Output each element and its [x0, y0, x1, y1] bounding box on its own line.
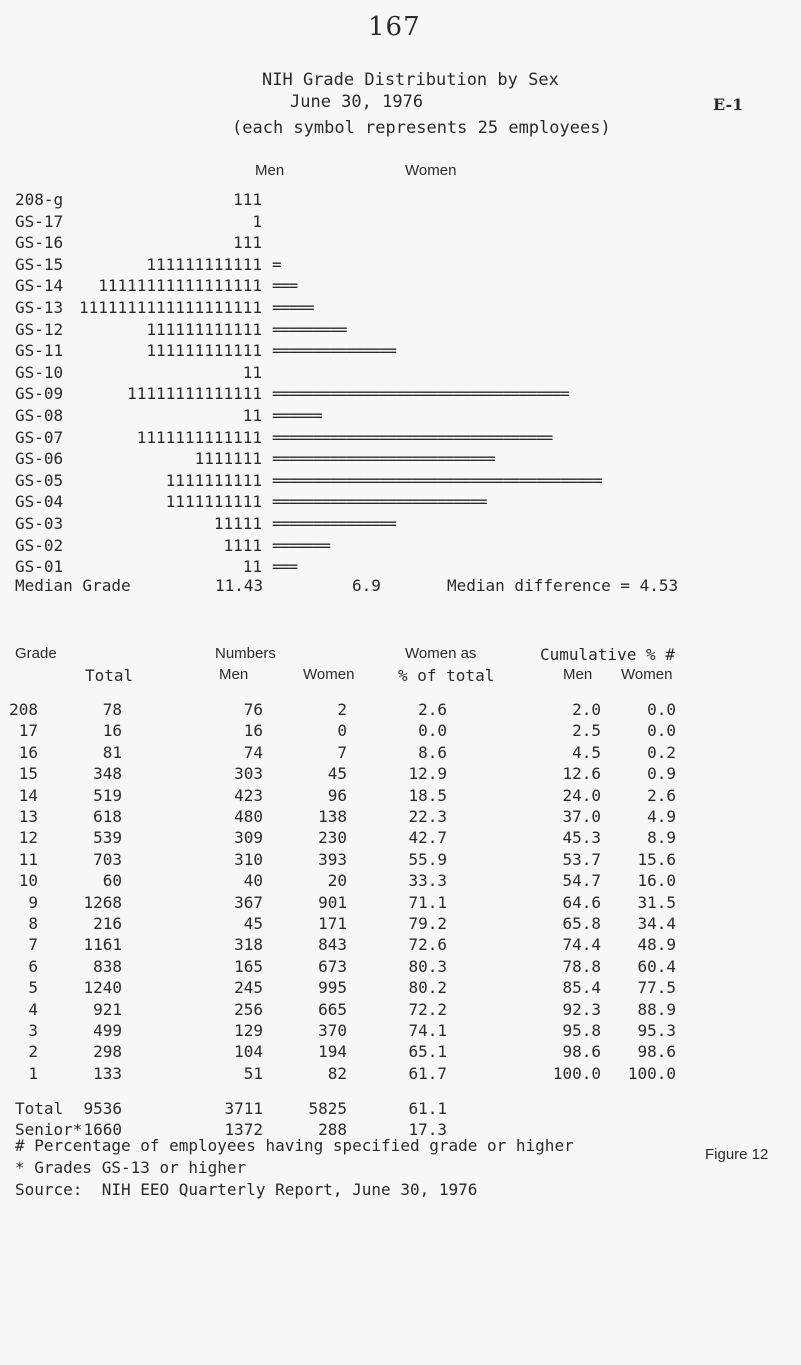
document-title: NIH Grade Distribution by Sex [262, 70, 559, 90]
cell-cum-men: 2.5 [572, 721, 601, 741]
cell-pct-women: 22.3 [408, 807, 447, 826]
col-header-women: Women [303, 666, 355, 683]
cell-total: 133 [93, 1063, 122, 1083]
table-row [0, 828, 801, 849]
cell-cum-men: 74.4 [562, 935, 601, 955]
cell-total: 1660 [83, 1120, 122, 1139]
cell-cum-women: 98.6 [637, 1042, 676, 1062]
cell-cum-women: 48.9 [637, 935, 676, 955]
median-women: 6.9 [352, 576, 381, 595]
table-row [0, 1000, 801, 1021]
cell-grade: 2 [28, 1042, 38, 1062]
cell-women: 230 [318, 828, 347, 848]
histogram-men-bar: 1111111111 [165, 470, 262, 490]
cell-total: 298 [93, 1042, 122, 1062]
cell-grade: 9 [28, 892, 38, 912]
cell-men: 104 [234, 1042, 263, 1062]
cell-cum-men: 92.3 [562, 999, 601, 1019]
histogram-row [0, 536, 801, 557]
cell-grade: 10 [18, 871, 38, 891]
cell-women: 843 [318, 935, 347, 955]
cell-cum-men: 64.6 [562, 892, 601, 912]
symbol-note: (each symbol represents 25 employees) [232, 118, 611, 138]
cell-cum-women: 0.0 [647, 721, 676, 741]
cell-men: 165 [234, 956, 263, 976]
table-row [0, 893, 801, 914]
cell-women: 194 [318, 1042, 347, 1062]
cell-men: 129 [234, 1021, 263, 1040]
cell-grade: 1 [28, 1063, 38, 1083]
histogram-grade-label: GS-08 [15, 406, 64, 425]
cell-cum-men: 4.5 [572, 742, 601, 762]
table-row [0, 957, 801, 978]
median-men: 11.43 [215, 576, 264, 595]
cell-women: 5825 [308, 1099, 347, 1118]
cell-men: 423 [234, 785, 263, 805]
cell-cum-men: 95.8 [562, 1021, 601, 1040]
table-row [0, 1021, 801, 1042]
cell-pct-women: 65.1 [408, 1042, 447, 1062]
cell-total: 703 [93, 849, 122, 869]
histogram-men-bar: 111 [233, 190, 262, 209]
cell-total: 16 [102, 721, 122, 741]
histogram-women-bar: =========================== [272, 449, 495, 469]
histogram-men-bar: 1111111111 [165, 492, 262, 512]
cell-women: 2 [337, 700, 347, 719]
cell-women: 82 [327, 1063, 347, 1083]
cell-men: 16 [243, 721, 263, 741]
cell-women: 370 [318, 1021, 347, 1040]
histogram-men-bar: 1111 [223, 535, 262, 555]
histogram-grade-label: GS-07 [15, 427, 64, 447]
cell-cum-women: 8.9 [647, 828, 676, 848]
histogram-row [0, 212, 801, 233]
cell-grade: 17 [18, 721, 38, 741]
cell-cum-women: 77.5 [637, 978, 676, 998]
col-header-cum-men: Men [563, 666, 593, 683]
cell-men: 1372 [224, 1120, 263, 1139]
cell-pct-women: 80.2 [408, 978, 447, 998]
cell-pct-women: 0.0 [418, 721, 447, 741]
cell-women: 138 [318, 807, 347, 826]
histogram-grade-label: GS-17 [15, 211, 64, 231]
col-header-cumulative: Cumulative % # [540, 645, 675, 664]
table-row [0, 807, 801, 828]
col-header-men: Men [219, 666, 249, 683]
table-row [0, 978, 801, 999]
histogram-men-bar: 111111111111 [146, 254, 262, 274]
cell-cum-women: 60.4 [637, 956, 676, 976]
cell-women: 7 [337, 742, 347, 762]
table-row [0, 764, 801, 785]
cell-cum-men: 98.6 [562, 1042, 601, 1062]
cell-total: 9536 [83, 1099, 122, 1118]
cell-total: 1161 [83, 935, 122, 955]
histogram-grade-label: GS-05 [15, 470, 64, 490]
cell-grade: 208 [9, 700, 38, 719]
histogram-grade-label: GS-09 [15, 384, 64, 404]
cell-cum-women: 0.2 [647, 742, 676, 762]
cell-men: 367 [234, 892, 263, 912]
cell-cum-men: 24.0 [562, 785, 601, 805]
cell-total: 838 [93, 956, 122, 976]
histogram-grade-label: GS-04 [15, 492, 64, 512]
col-header-total: Total [85, 666, 134, 685]
histogram-women-bar: === [272, 276, 297, 296]
histogram-grade-label: GS-10 [15, 362, 64, 382]
histogram-grade-label: GS-12 [15, 319, 64, 339]
cell-total: 921 [93, 999, 122, 1019]
histogram-women-bar: ====== [272, 406, 322, 425]
histogram-row [0, 363, 801, 384]
cell-women: 901 [318, 892, 347, 912]
cell-cum-men: 78.8 [562, 956, 601, 976]
histogram-grade-label: GS-13 [15, 298, 64, 317]
footnote-hash: # Percentage of employees having specified grade or higher [15, 1136, 574, 1155]
document-date: June 30, 1976 [290, 92, 424, 112]
cell-grade: 16 [18, 742, 38, 762]
cell-cum-men: 45.3 [562, 828, 601, 848]
cell-women: 20 [327, 871, 347, 891]
histogram-women-bar: === [272, 557, 297, 577]
cell-women: 995 [318, 978, 347, 998]
cell-men: 74 [243, 742, 263, 762]
cell-pct-women: 72.2 [408, 999, 447, 1019]
cell-grade: 7 [28, 935, 38, 955]
cell-women: 393 [318, 849, 347, 869]
cell-cum-women: 34.4 [637, 914, 676, 933]
footnote-source: Source: NIH EEO Quarterly Report, June 30, 1976 [15, 1180, 478, 1199]
cell-men: 3711 [224, 1099, 263, 1118]
col-header-pct-total: % of total [398, 666, 495, 685]
histogram-row [0, 428, 801, 449]
histogram-row [0, 514, 801, 535]
cell-pct-women: 55.9 [408, 849, 447, 869]
table-row [0, 850, 801, 871]
histogram-women-bar: = [272, 254, 281, 274]
cell-cum-women: 15.6 [637, 849, 676, 869]
cell-total: 216 [93, 914, 122, 933]
figure-label: Figure 12 [705, 1146, 769, 1163]
histogram-men-bar: 1 [252, 211, 262, 231]
cell-men: 245 [234, 978, 263, 998]
cell-cum-men: 2.0 [572, 700, 601, 719]
cell-women: 171 [318, 914, 347, 933]
cell-men: 40 [243, 871, 263, 891]
histogram-row [0, 276, 801, 297]
cell-men: 309 [234, 828, 263, 848]
cell-men: 318 [234, 935, 263, 955]
cell-cum-women: 0.0 [647, 700, 676, 719]
cell-total: 60 [102, 871, 122, 891]
col-header-women-as: Women as [405, 645, 477, 662]
cell-cum-men: 53.7 [562, 849, 601, 869]
histogram-women-bar: ========================== [272, 492, 487, 512]
histogram-grade-label: 208-g [15, 190, 64, 209]
histogram-men-bar: 11111111111111 [127, 384, 262, 404]
cell-pct-women: 79.2 [408, 914, 447, 933]
cell-cum-women: 31.5 [637, 892, 676, 912]
cell-pct-women: 80.3 [408, 956, 447, 976]
cell-total: 519 [93, 785, 122, 805]
cell-cum-men: 12.6 [562, 764, 601, 784]
histogram-row [0, 190, 801, 211]
histogram-grade-label: GS-14 [15, 276, 64, 296]
totals-row-label: Senior* [15, 1120, 83, 1139]
cell-pct-women: 2.6 [418, 700, 447, 719]
cell-total: 78 [102, 700, 122, 719]
cell-pct-women: 17.3 [408, 1120, 447, 1139]
histogram-grade-label: GS-03 [15, 514, 64, 533]
cell-total: 539 [93, 828, 122, 848]
cell-women: 673 [318, 956, 347, 976]
histogram-men-bar: 1111111111111111111 [78, 298, 262, 317]
table-row [0, 1064, 801, 1085]
cell-grade: 6 [28, 956, 38, 976]
cell-cum-men: 100.0 [552, 1063, 601, 1083]
median-difference: Median difference = 4.53 [447, 576, 679, 595]
cell-men: 480 [234, 807, 263, 826]
median-grade-label: Median Grade [15, 576, 131, 595]
table-row [0, 935, 801, 956]
histogram-men-label: Men [255, 162, 285, 179]
cell-cum-women: 16.0 [637, 871, 676, 891]
cell-men: 303 [234, 764, 263, 784]
cell-cum-women: 88.9 [637, 999, 676, 1019]
cell-total: 499 [93, 1021, 122, 1040]
cell-total: 618 [93, 807, 122, 826]
histogram-women-bar: =============== [272, 341, 396, 361]
totals-row [0, 1099, 801, 1120]
cell-pct-women: 33.3 [408, 871, 447, 891]
histogram-men-bar: 11 [242, 557, 262, 577]
histogram-grade-label: GS-01 [15, 557, 64, 577]
cell-pct-women: 8.6 [418, 742, 447, 762]
cell-grade: 11 [18, 849, 38, 869]
histogram-women-bar: =============== [272, 514, 396, 533]
cell-pct-women: 71.1 [408, 892, 447, 912]
histogram-grade-label: GS-02 [15, 535, 64, 555]
cell-grade: 8 [28, 914, 38, 933]
histogram-row [0, 320, 801, 341]
histogram-row [0, 449, 801, 470]
table-row [0, 914, 801, 935]
cell-cum-men: 65.8 [562, 914, 601, 933]
histogram-women-bar: ===== [272, 298, 314, 317]
histogram-row [0, 341, 801, 362]
histogram-men-bar: 11111111111111111 [98, 276, 262, 296]
cell-pct-women: 42.7 [408, 828, 447, 848]
cell-women: 0 [337, 721, 347, 741]
cell-cum-women: 95.3 [637, 1021, 676, 1040]
col-header-grade: Grade [15, 645, 57, 662]
cell-cum-women: 2.6 [647, 785, 676, 805]
table-row [0, 871, 801, 892]
table-row [0, 786, 801, 807]
cell-pct-women: 74.1 [408, 1021, 447, 1040]
footnote-star: * Grades GS-13 or higher [15, 1158, 247, 1177]
cell-cum-women: 100.0 [627, 1063, 676, 1083]
histogram-women-bar: ======= [272, 535, 330, 555]
page-number: 167 [368, 12, 421, 42]
histogram-row [0, 233, 801, 254]
histogram-men-bar: 1111111 [194, 449, 262, 469]
cell-women: 45 [327, 764, 347, 784]
col-header-cum-women: Women [621, 666, 673, 683]
cell-men: 45 [243, 914, 263, 933]
histogram-men-bar: 111111111111 [146, 341, 262, 361]
cell-total: 1240 [83, 978, 122, 998]
cell-grade: 5 [28, 978, 38, 998]
table-row [0, 743, 801, 764]
cell-men: 51 [243, 1063, 263, 1083]
histogram-men-bar: 11111 [213, 514, 262, 533]
cell-cum-men: 37.0 [562, 807, 601, 826]
histogram-grade-label: GS-06 [15, 449, 64, 469]
cell-cum-men: 54.7 [562, 871, 601, 891]
histogram-row [0, 384, 801, 405]
histogram-row [0, 255, 801, 276]
cell-grade: 14 [18, 785, 38, 805]
histogram-men-bar: 111 [233, 233, 262, 253]
table-row [0, 1042, 801, 1063]
cell-grade: 12 [18, 828, 38, 848]
histogram-men-bar: 1111111111111 [136, 427, 262, 447]
cell-cum-women: 0.9 [647, 764, 676, 784]
corner-tag: E-1 [713, 95, 744, 114]
histogram-women-bar: ======================================== [272, 470, 602, 490]
histogram-men-bar: 111111111111 [146, 319, 262, 339]
cell-women: 288 [318, 1120, 347, 1139]
cell-men: 256 [234, 999, 263, 1019]
histogram-men-bar: 11 [242, 362, 262, 382]
cell-total: 1268 [83, 892, 122, 912]
cell-cum-women: 4.9 [647, 807, 676, 826]
histogram-grade-label: GS-16 [15, 233, 64, 253]
cell-pct-women: 61.7 [408, 1063, 447, 1083]
cell-pct-women: 18.5 [408, 785, 447, 805]
histogram-row [0, 492, 801, 513]
table-row [0, 700, 801, 721]
cell-grade: 13 [18, 807, 38, 826]
cell-grade: 3 [28, 1021, 38, 1040]
table-row [0, 721, 801, 742]
cell-grade: 4 [28, 999, 38, 1019]
histogram-row [0, 406, 801, 427]
cell-women: 665 [318, 999, 347, 1019]
histogram-women-bar: ================================== [272, 427, 552, 447]
histogram-row [0, 298, 801, 319]
histogram-women-bar: ========= [272, 319, 347, 339]
cell-pct-women: 72.6 [408, 935, 447, 955]
histogram-grade-label: GS-15 [15, 254, 64, 274]
histogram-men-bar: 11 [242, 406, 262, 425]
histogram-women-label: Women [405, 162, 457, 179]
cell-total: 348 [93, 764, 122, 784]
histogram-women-bar: ==================================== [272, 384, 569, 404]
cell-cum-men: 85.4 [562, 978, 601, 998]
cell-men: 310 [234, 849, 263, 869]
cell-pct-women: 61.1 [408, 1099, 447, 1118]
histogram-grade-label: GS-11 [15, 341, 64, 361]
col-header-numbers: Numbers [215, 645, 276, 662]
cell-total: 81 [102, 742, 122, 762]
totals-row-label: Total [15, 1099, 64, 1118]
histogram-row [0, 471, 801, 492]
cell-pct-women: 12.9 [408, 764, 447, 784]
cell-men: 76 [243, 700, 263, 719]
cell-women: 96 [327, 785, 347, 805]
cell-grade: 15 [18, 764, 38, 784]
